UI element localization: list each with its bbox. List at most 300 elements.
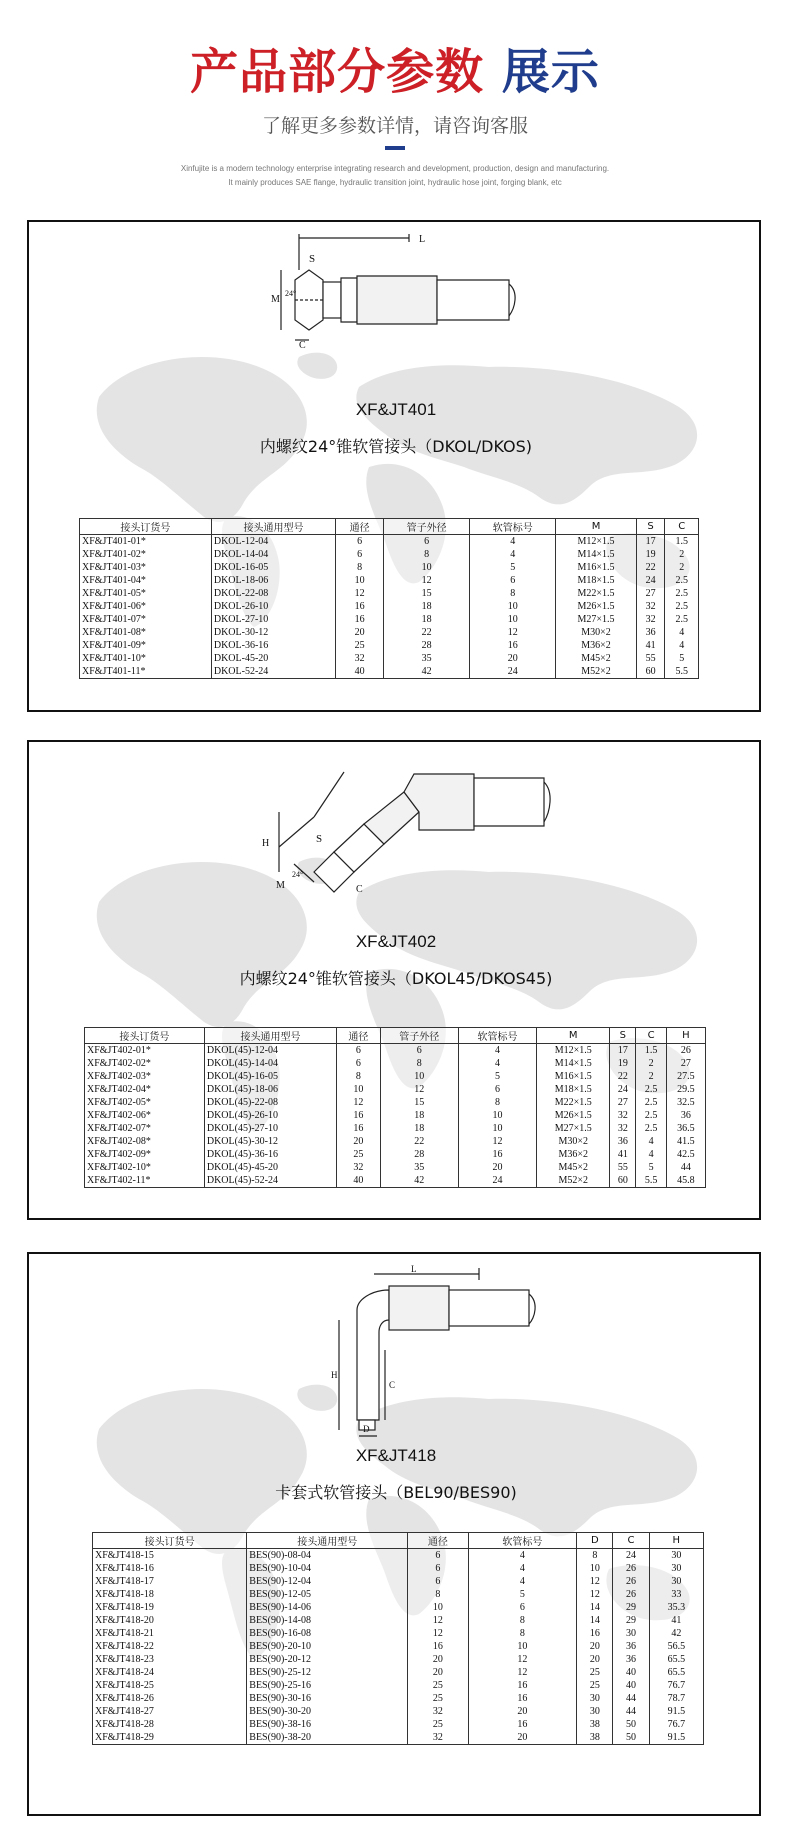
table-cell: 41: [636, 639, 665, 652]
table-cell: M26×1.5: [556, 600, 636, 613]
table-cell: 30: [613, 1627, 649, 1640]
dimension-label-D: D: [363, 1424, 370, 1434]
angle-label: 24°: [292, 870, 304, 879]
table-cell: DKOL(45)-14-04: [204, 1057, 336, 1070]
table-cell: 28: [384, 639, 470, 652]
table-cell: 55: [636, 652, 665, 665]
table-cell: 32: [610, 1122, 636, 1135]
table-cell: XF&JT418-19: [93, 1601, 247, 1614]
table-cell: 5: [458, 1070, 536, 1083]
table-row: [80, 639, 699, 652]
table-cell: 22: [384, 626, 470, 639]
table-cell: 27: [666, 1057, 705, 1070]
table-cell: 15: [380, 1096, 458, 1109]
table-cell: 16: [470, 639, 556, 652]
table-cell: 17: [610, 1044, 636, 1058]
table-cell: BES(90)-30-16: [247, 1692, 408, 1705]
table-cell: 16: [468, 1718, 577, 1731]
table-cell: 55: [610, 1161, 636, 1174]
table-cell: 10: [577, 1562, 613, 1575]
table-cell: 4: [665, 626, 699, 639]
table-cell: 91.5: [649, 1705, 703, 1718]
table-cell: XF&JT401-04*: [80, 574, 212, 587]
table-cell: 22: [636, 561, 665, 574]
table-cell: XF&JT401-05*: [80, 587, 212, 600]
table-cell: 25: [577, 1666, 613, 1679]
table-cell: 8: [458, 1096, 536, 1109]
product-panel-jt402: [27, 740, 761, 1220]
table-cell: DKOL(45)-26-10: [204, 1109, 336, 1122]
table-cell: XF&JT402-07*: [85, 1122, 205, 1135]
table-cell: 4: [665, 639, 699, 652]
table-cell: XF&JT402-10*: [85, 1161, 205, 1174]
table-row: [85, 1070, 706, 1083]
table-cell: DKOL(45)-12-04: [204, 1044, 336, 1058]
table-cell: M36×2: [556, 639, 636, 652]
table-cell: DKOL(45)-52-24: [204, 1174, 336, 1188]
table-cell: 40: [337, 1174, 380, 1188]
table-cell: 20: [408, 1666, 468, 1679]
table-cell: 42: [649, 1627, 703, 1640]
table-row: [93, 1640, 704, 1653]
column-header: 通径: [336, 519, 384, 535]
table-cell: 26: [613, 1575, 649, 1588]
column-header: H: [666, 1028, 705, 1044]
table-row: [85, 1057, 706, 1070]
table-cell: 5: [470, 561, 556, 574]
table-cell: 10: [470, 600, 556, 613]
table-cell: 18: [384, 613, 470, 626]
column-header: 接头订货号: [93, 1533, 247, 1549]
column-header: 通径: [408, 1533, 468, 1549]
table-cell: 91.5: [649, 1731, 703, 1745]
table-cell: XF&JT418-15: [93, 1549, 247, 1563]
table-row: [80, 561, 699, 574]
table-cell: 42.5: [666, 1148, 705, 1161]
table-cell: 32: [636, 600, 665, 613]
table-cell: 50: [613, 1731, 649, 1745]
table-cell: 25: [336, 639, 384, 652]
table-cell: 41.5: [666, 1135, 705, 1148]
table-cell: M16×1.5: [556, 561, 636, 574]
column-header: C: [665, 519, 699, 535]
accent-divider: [385, 146, 405, 150]
table-row: [85, 1109, 706, 1122]
table-cell: DKOL(45)-16-05: [204, 1070, 336, 1083]
dimension-label-S: S: [316, 833, 323, 845]
table-cell: 8: [336, 561, 384, 574]
table-cell: 36: [613, 1653, 649, 1666]
column-header: C: [613, 1533, 649, 1549]
table-cell: 12: [380, 1083, 458, 1096]
table-cell: XF&JT418-25: [93, 1679, 247, 1692]
table-cell: 1.5: [665, 535, 699, 549]
table-cell: 2: [665, 561, 699, 574]
table-cell: 8: [380, 1057, 458, 1070]
table-cell: 16: [577, 1627, 613, 1640]
table-cell: XF&JT402-03*: [85, 1070, 205, 1083]
table-cell: 2.5: [636, 1109, 666, 1122]
table-row: [85, 1174, 706, 1188]
table-cell: 16: [336, 600, 384, 613]
table-cell: 27: [636, 587, 665, 600]
table-cell: 40: [613, 1666, 649, 1679]
table-row: [93, 1549, 704, 1563]
table-row: [93, 1588, 704, 1601]
table-cell: 35: [380, 1161, 458, 1174]
table-cell: 16: [336, 613, 384, 626]
table-cell: 25: [337, 1148, 380, 1161]
table-cell: BES(90)-12-05: [247, 1588, 408, 1601]
table-cell: M45×2: [537, 1161, 610, 1174]
table-cell: DKOL(45)-22-08: [204, 1096, 336, 1109]
title-red-part: 产品部分参数: [190, 44, 485, 100]
table-row: [85, 1161, 706, 1174]
table-cell: 19: [610, 1057, 636, 1070]
table-cell: 18: [380, 1122, 458, 1135]
dimension-label-M: M: [271, 294, 280, 305]
table-cell: 2.5: [665, 587, 699, 600]
product-panel-jt401: [27, 220, 761, 712]
table-cell: 32: [636, 613, 665, 626]
table-row: [93, 1601, 704, 1614]
table-cell: XF&JT418-24: [93, 1666, 247, 1679]
table-cell: 10: [458, 1109, 536, 1122]
table-cell: 10: [408, 1601, 468, 1614]
table-cell: 8: [468, 1614, 577, 1627]
table-cell: 42: [384, 665, 470, 679]
table-cell: BES(90)-08-04: [247, 1549, 408, 1563]
table-cell: 56.5: [649, 1640, 703, 1653]
table-cell: DKOL(45)-30-12: [204, 1135, 336, 1148]
table-row: [85, 1096, 706, 1109]
table-cell: 78.7: [649, 1692, 703, 1705]
table-cell: DKOL-30-12: [211, 626, 335, 639]
table-cell: 5.5: [665, 665, 699, 679]
column-header: D: [577, 1533, 613, 1549]
table-cell: 12: [470, 626, 556, 639]
column-header: 管子外径: [380, 1028, 458, 1044]
table-cell: 60: [636, 665, 665, 679]
table-cell: 32: [408, 1731, 468, 1745]
table-cell: 36: [666, 1109, 705, 1122]
table-cell: 8: [337, 1070, 380, 1083]
table-cell: 18: [384, 600, 470, 613]
table-cell: 10: [337, 1083, 380, 1096]
table-cell: 76.7: [649, 1718, 703, 1731]
table-cell: 2.5: [636, 1122, 666, 1135]
table-cell: 14: [577, 1614, 613, 1627]
table-row: [93, 1692, 704, 1705]
table-cell: 30: [577, 1692, 613, 1705]
table-cell: 12: [458, 1135, 536, 1148]
table-cell: 2: [636, 1057, 666, 1070]
table-cell: 12: [408, 1614, 468, 1627]
table-row: [93, 1614, 704, 1627]
table-cell: 20: [468, 1705, 577, 1718]
table-cell: XF&JT418-28: [93, 1718, 247, 1731]
table-cell: BES(90)-30-20: [247, 1705, 408, 1718]
table-cell: 8: [577, 1549, 613, 1563]
table-row: [93, 1718, 704, 1731]
table-cell: 2.5: [636, 1083, 666, 1096]
table-row: [93, 1679, 704, 1692]
table-cell: 6: [336, 535, 384, 549]
table-cell: 41: [649, 1614, 703, 1627]
table-cell: 32: [336, 652, 384, 665]
table-cell: 45.8: [666, 1174, 705, 1188]
table-cell: 6: [337, 1057, 380, 1070]
table-cell: 6: [470, 574, 556, 587]
table-cell: M18×1.5: [537, 1083, 610, 1096]
table-cell: XF&JT401-02*: [80, 548, 212, 561]
table-row: [85, 1083, 706, 1096]
table-row: [85, 1044, 706, 1058]
table-row: [80, 587, 699, 600]
table-header-row: [80, 519, 699, 535]
spec-table-jt401: [79, 518, 699, 679]
dimension-label-C: C: [299, 340, 306, 350]
table-cell: BES(90)-10-04: [247, 1562, 408, 1575]
table-cell: M22×1.5: [556, 587, 636, 600]
table-cell: 36: [636, 626, 665, 639]
table-cell: 32.5: [666, 1096, 705, 1109]
table-cell: M12×1.5: [537, 1044, 610, 1058]
table-cell: 24: [613, 1549, 649, 1563]
table-cell: 4: [470, 548, 556, 561]
table-cell: M27×1.5: [537, 1122, 610, 1135]
table-cell: 5: [665, 652, 699, 665]
table-cell: 18: [380, 1109, 458, 1122]
table-cell: 6: [408, 1562, 468, 1575]
page-subtitle: 了解更多参数详情，请咨询客服: [261, 115, 528, 137]
column-header: 软管标号: [458, 1028, 536, 1044]
table-cell: 14: [577, 1601, 613, 1614]
angle-label: 24°: [285, 289, 297, 298]
table-cell: BES(90)-20-12: [247, 1653, 408, 1666]
table-cell: 4: [468, 1575, 577, 1588]
table-cell: 36: [610, 1135, 636, 1148]
table-cell: 20: [337, 1135, 380, 1148]
dimension-label-C: C: [356, 884, 363, 895]
table-cell: 30: [577, 1705, 613, 1718]
table-cell: 8: [384, 548, 470, 561]
table-cell: 4: [458, 1057, 536, 1070]
table-cell: XF&JT418-26: [93, 1692, 247, 1705]
table-cell: XF&JT401-08*: [80, 626, 212, 639]
table-cell: XF&JT418-23: [93, 1653, 247, 1666]
table-cell: XF&JT402-11*: [85, 1174, 205, 1188]
table-cell: 6: [458, 1083, 536, 1096]
table-cell: XF&JT402-02*: [85, 1057, 205, 1070]
column-header: 软管标号: [470, 519, 556, 535]
product-panel-jt418: [27, 1252, 761, 1816]
table-row: [80, 535, 699, 549]
table-cell: 4: [636, 1148, 666, 1161]
table-cell: XF&JT418-17: [93, 1575, 247, 1588]
table-cell: M12×1.5: [556, 535, 636, 549]
table-cell: 15: [384, 587, 470, 600]
table-cell: 32: [337, 1161, 380, 1174]
table-cell: 44: [613, 1692, 649, 1705]
table-cell: XF&JT402-04*: [85, 1083, 205, 1096]
table-cell: 10: [380, 1070, 458, 1083]
table-cell: 10: [384, 561, 470, 574]
table-cell: BES(90)-20-10: [247, 1640, 408, 1653]
table-cell: BES(90)-38-20: [247, 1731, 408, 1745]
table-cell: 30: [649, 1562, 703, 1575]
jt402-technical-drawing: [254, 752, 574, 902]
table-cell: 41: [610, 1148, 636, 1161]
table-cell: 29: [613, 1601, 649, 1614]
table-cell: XF&JT401-06*: [80, 600, 212, 613]
table-cell: 40: [336, 665, 384, 679]
product-name: 内螺纹24°锥软管接头（DKOL45/DKOS45): [239, 969, 553, 988]
table-cell: M18×1.5: [556, 574, 636, 587]
table-cell: 4: [468, 1562, 577, 1575]
table-cell: 6: [337, 1044, 380, 1058]
table-cell: 8: [470, 587, 556, 600]
table-row: [85, 1135, 706, 1148]
table-row: [93, 1705, 704, 1718]
table-cell: 6: [384, 535, 470, 549]
table-cell: 16: [337, 1109, 380, 1122]
table-cell: 22: [610, 1070, 636, 1083]
table-row: [80, 574, 699, 587]
table-cell: XF&JT401-01*: [80, 535, 212, 549]
table-cell: 42: [380, 1174, 458, 1188]
table-cell: 30: [649, 1549, 703, 1563]
product-name: 内螺纹24°锥软管接头（DKOL/DKOS): [259, 437, 533, 456]
table-cell: 24: [470, 665, 556, 679]
company-description: [0, 162, 790, 190]
table-cell: M52×2: [556, 665, 636, 679]
table-cell: 36.5: [666, 1122, 705, 1135]
table-row: [80, 665, 699, 679]
table-cell: 10: [458, 1122, 536, 1135]
table-cell: 12: [468, 1653, 577, 1666]
page-header: [0, 0, 790, 200]
table-cell: 5: [636, 1161, 666, 1174]
table-cell: 16: [468, 1692, 577, 1705]
table-cell: 2.5: [665, 600, 699, 613]
column-header: 接头通用型号: [204, 1028, 336, 1044]
table-cell: 12: [577, 1575, 613, 1588]
table-row: [93, 1731, 704, 1745]
product-model: XF&JT401: [355, 400, 437, 419]
table-cell: DKOL-45-20: [211, 652, 335, 665]
table-cell: 20: [336, 626, 384, 639]
dimension-label-S: S: [309, 253, 316, 265]
product-model: XF&JT402: [355, 932, 437, 951]
table-cell: 36: [613, 1640, 649, 1653]
table-cell: M30×2: [537, 1135, 610, 1148]
table-cell: 4: [468, 1549, 577, 1563]
table-cell: M14×1.5: [556, 548, 636, 561]
table-cell: BES(90)-25-16: [247, 1679, 408, 1692]
table-header-row: [85, 1028, 706, 1044]
dimension-label-M: M: [276, 880, 285, 891]
table-row: [80, 613, 699, 626]
table-cell: 60: [610, 1174, 636, 1188]
table-cell: M52×2: [537, 1174, 610, 1188]
table-cell: XF&JT401-10*: [80, 652, 212, 665]
table-cell: DKOL-18-06: [211, 574, 335, 587]
table-cell: DKOL-16-05: [211, 561, 335, 574]
table-cell: 6: [336, 548, 384, 561]
table-cell: 4: [636, 1135, 666, 1148]
table-cell: 16: [468, 1679, 577, 1692]
column-header: 接头订货号: [80, 519, 212, 535]
table-cell: DKOL-36-16: [211, 639, 335, 652]
table-cell: 38: [577, 1731, 613, 1745]
table-cell: 44: [613, 1705, 649, 1718]
table-cell: BES(90)-12-04: [247, 1575, 408, 1588]
column-header: M: [556, 519, 636, 535]
table-cell: 24: [610, 1083, 636, 1096]
column-header: M: [537, 1028, 610, 1044]
table-cell: 2: [665, 548, 699, 561]
table-cell: 30: [649, 1575, 703, 1588]
table-cell: 12: [577, 1588, 613, 1601]
table-cell: M22×1.5: [537, 1096, 610, 1109]
table-cell: DKOL-14-04: [211, 548, 335, 561]
table-cell: 20: [577, 1640, 613, 1653]
table-cell: 25: [408, 1679, 468, 1692]
table-cell: 44: [666, 1161, 705, 1174]
table-cell: 10: [336, 574, 384, 587]
table-cell: 65.5: [649, 1666, 703, 1679]
table-cell: 76.7: [649, 1679, 703, 1692]
table-cell: 32: [610, 1109, 636, 1122]
table-cell: DKOL(45)-18-06: [204, 1083, 336, 1096]
table-cell: M30×2: [556, 626, 636, 639]
table-cell: XF&JT418-27: [93, 1705, 247, 1718]
column-header: C: [636, 1028, 666, 1044]
column-header: S: [636, 519, 665, 535]
table-cell: 26: [613, 1562, 649, 1575]
column-header: 接头通用型号: [211, 519, 335, 535]
jt401-technical-drawing: [269, 230, 569, 350]
table-cell: XF&JT401-09*: [80, 639, 212, 652]
table-cell: M27×1.5: [556, 613, 636, 626]
column-header: 软管标号: [468, 1533, 577, 1549]
column-header: 通径: [337, 1028, 380, 1044]
table-cell: BES(90)-14-08: [247, 1614, 408, 1627]
dimension-label-L: L: [411, 1264, 417, 1274]
table-cell: 24: [458, 1174, 536, 1188]
table-cell: 2.5: [665, 574, 699, 587]
table-row: [93, 1666, 704, 1679]
column-header: 接头通用型号: [247, 1533, 408, 1549]
table-row: [80, 652, 699, 665]
table-cell: XF&JT402-09*: [85, 1148, 205, 1161]
table-cell: 10: [468, 1640, 577, 1653]
table-cell: 25: [408, 1718, 468, 1731]
table-cell: 8: [468, 1627, 577, 1640]
table-cell: XF&JT418-21: [93, 1627, 247, 1640]
table-cell: 35.3: [649, 1601, 703, 1614]
table-cell: 26: [613, 1588, 649, 1601]
table-cell: 12: [468, 1666, 577, 1679]
table-cell: 29.5: [666, 1083, 705, 1096]
table-cell: 12: [384, 574, 470, 587]
table-cell: 12: [336, 587, 384, 600]
table-cell: 20: [577, 1653, 613, 1666]
table-cell: 6: [408, 1549, 468, 1563]
table-cell: BES(90)-16-08: [247, 1627, 408, 1640]
table-cell: XF&JT418-16: [93, 1562, 247, 1575]
